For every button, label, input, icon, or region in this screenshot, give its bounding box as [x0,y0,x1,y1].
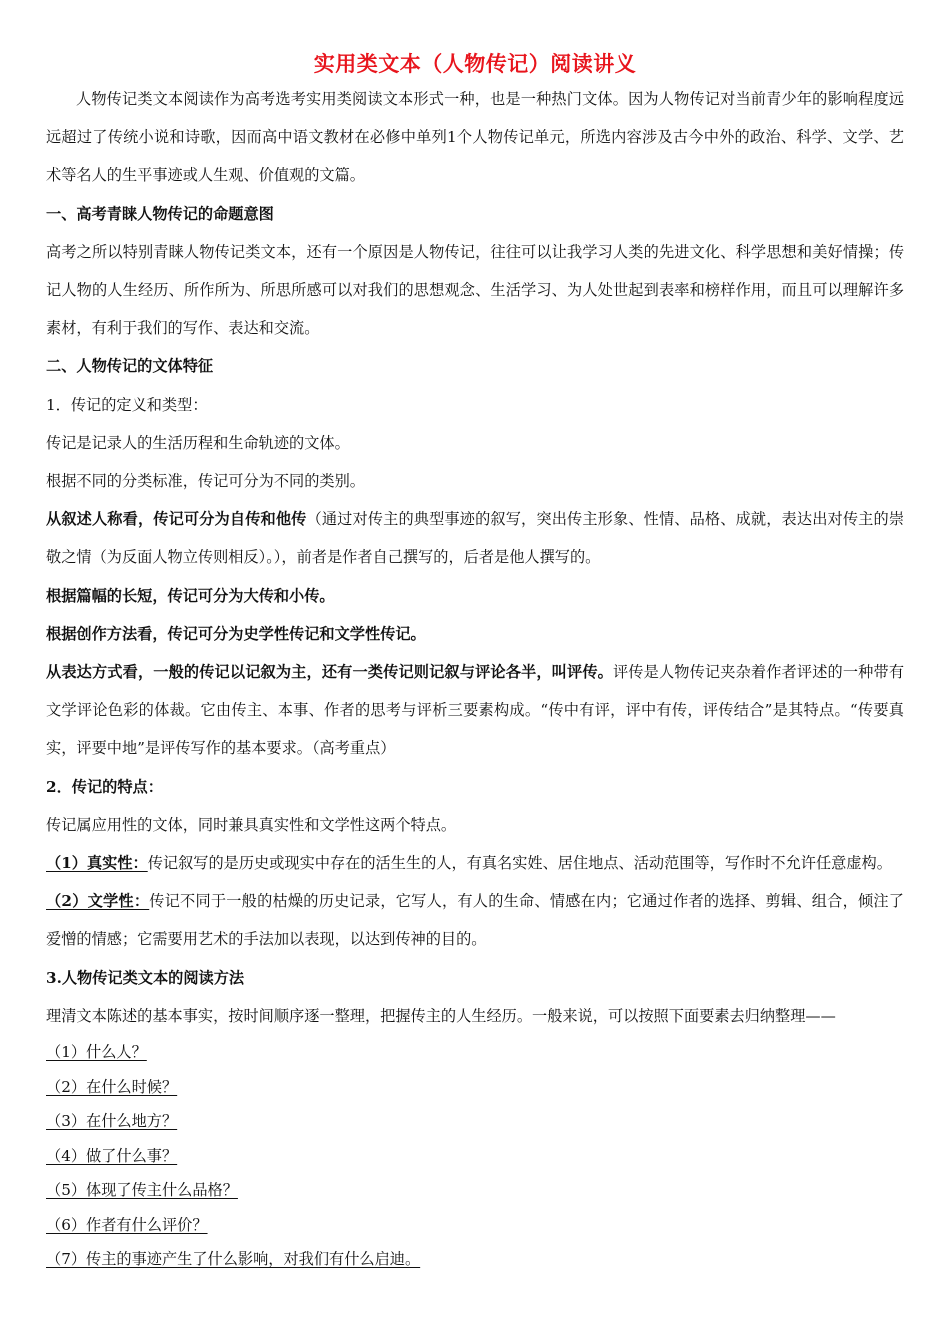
feature-authenticity-text: 传记叙写的是历史或现实中存在的活生生的人，有真名实姓、居住地点、活动范围等，写作时不允许任意虚构。 [147,854,892,873]
classification-text: 根据不同的分类标准，传记可分为不同的类别。 [46,472,365,491]
subheading-definition: 1．传记的定义和类型： [46,395,208,414]
list-item: （6）作者有什么评价？ [46,1215,208,1234]
narration-bold: 从叙述人称看，传记可分为自传和他传 [46,510,307,529]
expression-rest: 评传是人物传记夹杂着作者评述的一种带有文学评论色彩的体裁。它由传主、本事、作者的思考与评析三要素构成。“传中有评，评中有传，评传结合”是其特点。“传要真实，评要中地”是评传写作的基本要求。（高考重点） [46,663,905,758]
section1-body: 高考之所以特别青睐人物传记类文本，还有一个原因是人物传记，往往可以让我学习人类的先进文化、科学思想和美好情操；传记人物的人生经历、所作所为、所思所感可以对我们的思想观念、生活学习、为人处世起到表率和榜样作用，而且可以理解许多素材，有利于我们的写作、表达和交流。 [46,242,904,338]
list-item: （1）什么人？ [46,1043,147,1062]
list-item: （7）传主的事迹产生了什么影响，对我们有什么启迪。 [46,1250,421,1269]
list-item: （2）在什么时候？ [46,1077,178,1096]
section1-heading: 一、高考青睐人物传记的命题意图 [46,204,274,223]
feature-literary-text: 传记不同于一般的枯燥的历史记录，它写人，有人的生命、情感在内；它通过作者的选择、剪辑、组合，倾注了爱憎的情感；它需要用艺术的手法加以表现，以达到传神的目的。 [46,892,904,949]
features-intro: 传记属应用性的文体，同时兼具真实性和文学性这两个特点。 [46,815,457,834]
expression-paragraph [46,653,904,768]
section2-heading: 二、人物传记的文体特征 [46,357,214,376]
feature-authenticity [46,844,904,882]
expression-bold: 从表达方式看，一般的传记以记叙为主，还有一类传记则记叙与评论各半，叫评传。 [46,663,613,682]
question-list [46,1035,904,1277]
length-classification: 根据篇幅的长短，传记可分为大传和小传。 [46,586,335,605]
document-page [46,50,904,1277]
feature-literary [46,882,904,958]
narration-rest: （通过对传主的典型事迹的叙写，突出传主形象、性情、品格、成就，表达出对传主的崇敬之情（为反面人物立传则相反）。），前者是作者自己撰写的，后者是他人撰写的。 [46,510,905,567]
method-classification: 根据创作方法看，传记可分为史学性传记和文学性传记。 [46,624,426,643]
feature-literary-label: （2）文学性： [46,892,150,911]
feature-authenticity-label: （1）真实性： [46,854,148,873]
list-item: （4）做了什么事？ [46,1146,178,1165]
page-title: 实用类文本（人物传记）阅读讲义 [313,51,637,76]
definition-text: 传记是记录人的生活历程和生命轨迹的文体。 [46,433,350,452]
reading-method-intro: 理清文本陈述的基本事实，按时间顺序逐一整理，把握传主的人生经历。一般来说，可以按照下面要素去归纳整理—— [46,1006,836,1025]
subheading-features: 2．传记的特点： [46,777,163,796]
narration-paragraph [46,500,904,576]
list-item: （3）在什么地方？ [46,1112,178,1131]
intro-paragraph: 人物传记类文本阅读作为高考选考实用类阅读文本形式一种，也是一种热门文体。因为人物传记对当前青少年的影响程度远远超过了传统小说和诗歌，因而高中语文教材在必修中单列1个人物传记单元，所选内容涉及古今中外的政治、科学、文学、艺术等名人的生平事迹或人生观、价值观的文篇。 [46,90,904,185]
subheading-reading-method: 3.人物传记类文本的阅读方法 [46,968,245,987]
list-item: （5）体现了传主什么品格？ [46,1181,238,1200]
